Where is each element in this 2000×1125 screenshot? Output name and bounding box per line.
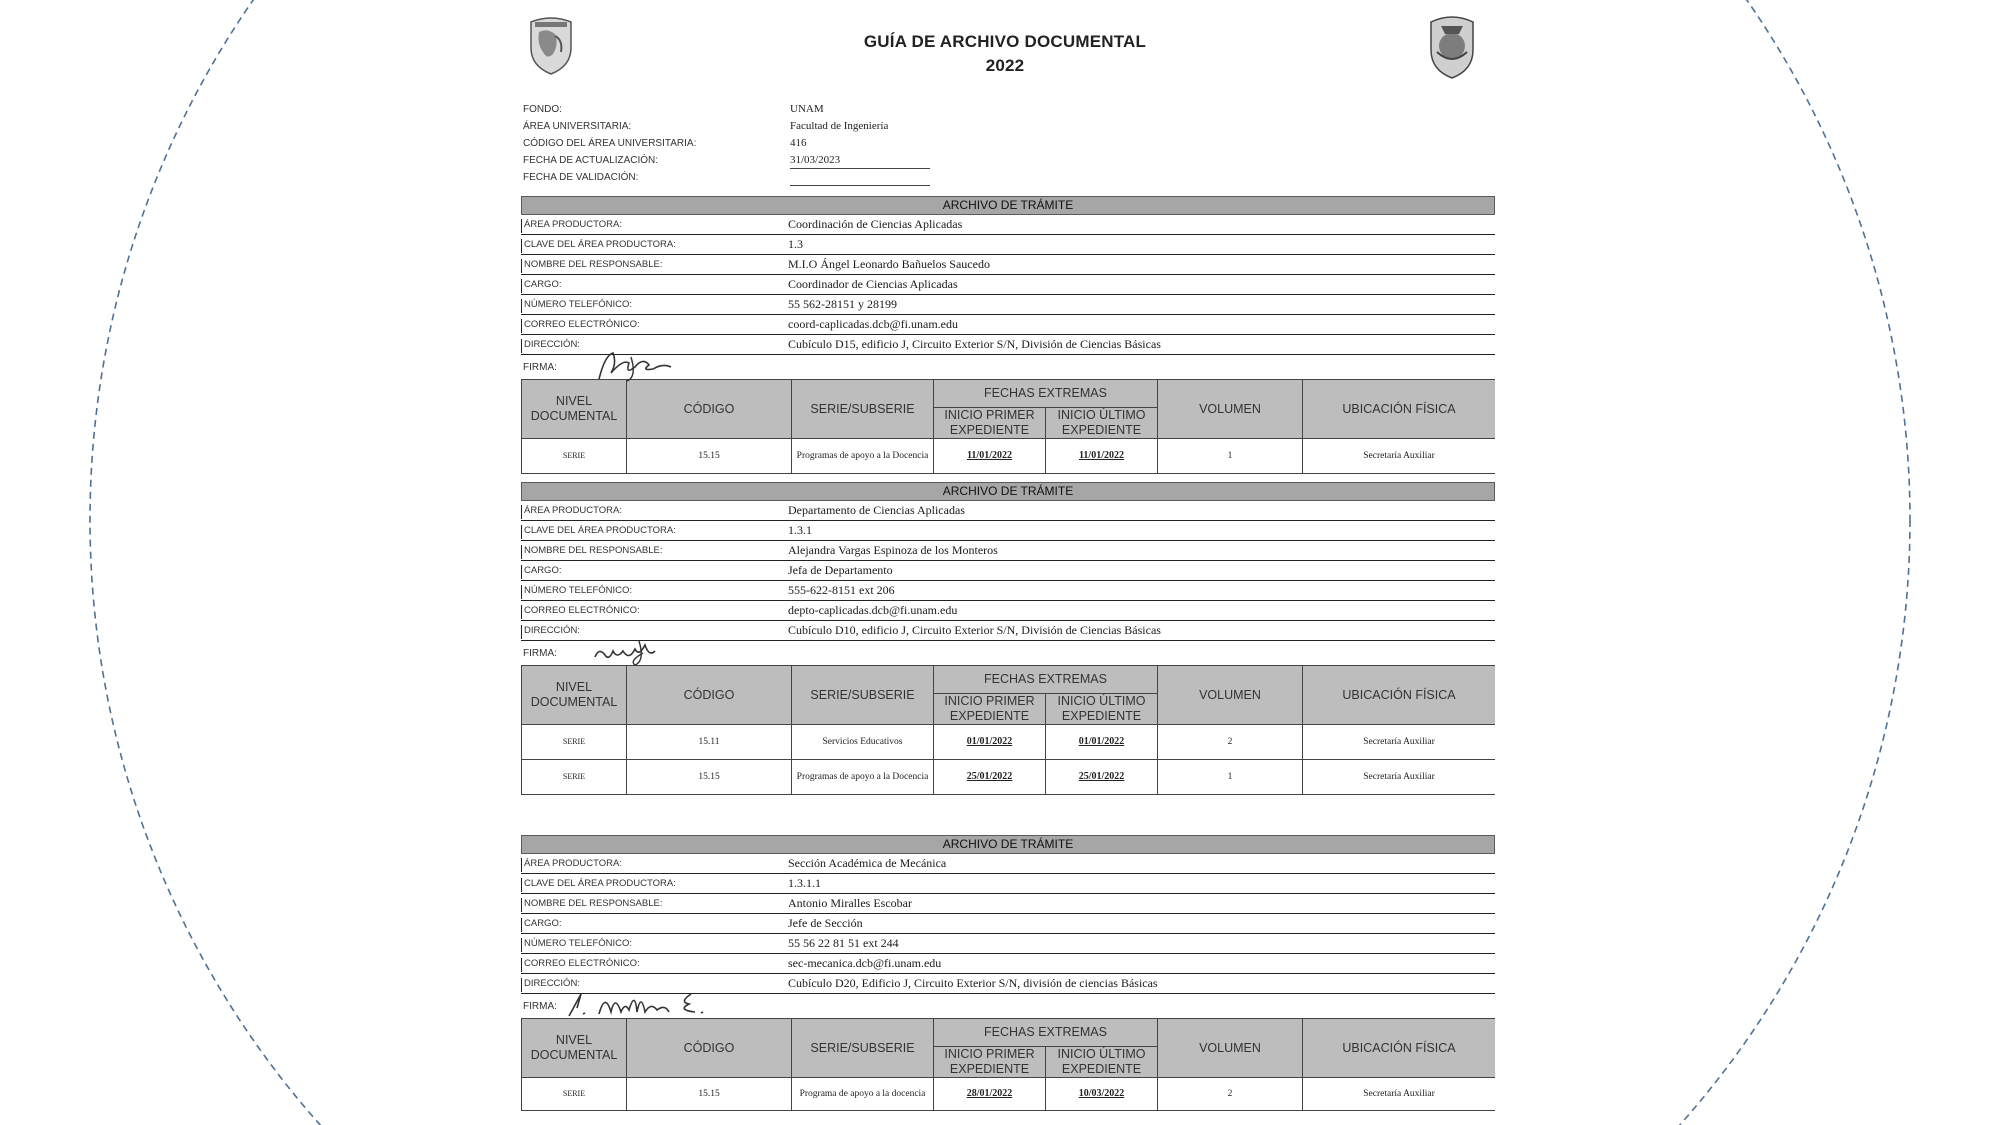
info-label: CARGO: (521, 565, 784, 579)
cell-serie: Programas de apoyo a la Docencia (792, 439, 934, 474)
info-value: M.I.O Ángel Leonardo Bañuelos Saucedo (788, 257, 990, 271)
firma-row (521, 355, 1495, 379)
header-nivel-documental: NIVEL DOCUMENTAL (522, 1019, 627, 1078)
header-codigo: CÓDIGO (627, 1019, 792, 1078)
table-row (522, 760, 1496, 795)
cell-codigo: 15.15 (627, 760, 792, 795)
document-page (515, 10, 1495, 1125)
info-value: 1.3.1.1 (788, 876, 821, 890)
header-volumen: VOLUMEN (1158, 380, 1303, 439)
header-codigo: CÓDIGO (627, 666, 792, 725)
info-label: DIRECCIÓN: (521, 978, 784, 992)
info-row-correo (521, 315, 1495, 335)
info-value: 55 562-28151 y 28199 (788, 297, 897, 311)
header-ubicacion: UBICACIÓN FÍSICA (1303, 1019, 1496, 1078)
header-inicio-primer: INICIO PRIMER EXPEDIENTE (934, 1047, 1046, 1078)
meta-label: CÓDIGO DEL ÁREA UNIVERSITARIA: (523, 138, 697, 149)
cell-ubicacion: Secretaría Auxiliar (1303, 439, 1496, 474)
document-title: GUÍA DE ARCHIVO DOCUMENTAL (863, 32, 1147, 51)
cell-volumen: 2 (1158, 725, 1303, 760)
cell-inicio-primer: 01/01/2022 (934, 725, 1046, 760)
section-header: ARCHIVO DE TRÁMITE (521, 835, 1495, 854)
info-label: NÚMERO TELEFÓNICO: (521, 938, 784, 952)
cell-nivel: SERIE (522, 725, 627, 760)
info-label: ÁREA PRODUCTORA: (521, 858, 784, 872)
info-value: Cubículo D15, edificio J, Circuito Exterior S/N, División de Ciencias Básicas (788, 337, 1161, 351)
header-volumen: VOLUMEN (1158, 666, 1303, 725)
table-row (522, 725, 1496, 760)
cell-nivel: SERIE (522, 1078, 627, 1111)
info-row-cargo (521, 275, 1495, 295)
info-value: Coordinación de Ciencias Aplicadas (788, 217, 963, 231)
info-label: NOMBRE DEL RESPONSABLE: (521, 545, 784, 559)
cell-ubicacion: Secretaría Auxiliar (1303, 760, 1496, 795)
info-value: sec-mecanica.dcb@fi.unam.edu (788, 956, 942, 970)
firma-label: FIRMA: (523, 648, 557, 659)
info-value: 55 56 22 81 51 ext 244 (788, 936, 899, 950)
cell-codigo: 15.15 (627, 439, 792, 474)
info-value: Jefa de Departamento (788, 563, 893, 577)
meta-label: FECHA DE ACTUALIZACIÓN: (523, 155, 659, 166)
cell-inicio-primer: 25/01/2022 (934, 760, 1046, 795)
info-value: depto-caplicadas.dcb@fi.unam.edu (788, 603, 958, 617)
info-label: CORREO ELECTRÓNICO: (521, 319, 784, 333)
cell-inicio-ultimo: 10/03/2022 (1046, 1078, 1158, 1111)
info-label: DIRECCIÓN: (521, 339, 784, 353)
signature-image (591, 349, 681, 383)
meta-value: 416 (790, 137, 807, 149)
info-row-telefono (521, 581, 1495, 601)
cell-inicio-primer: 28/01/2022 (934, 1078, 1046, 1111)
series-table (521, 379, 1495, 474)
info-row-responsable (521, 894, 1495, 914)
meta-value: 31/03/2023 (790, 154, 930, 169)
firma-label: FIRMA: (523, 362, 557, 373)
info-label: NOMBRE DEL RESPONSABLE: (521, 898, 784, 912)
info-label: CLAVE DEL ÁREA PRODUCTORA: (521, 878, 784, 892)
header-fechas-extremas: FECHAS EXTREMAS (934, 380, 1158, 408)
info-value: Departamento de Ciencias Aplicadas (788, 503, 965, 517)
info-row-area-productora (521, 854, 1495, 874)
info-row-telefono (521, 295, 1495, 315)
cell-codigo: 15.15 (627, 1078, 792, 1111)
info-label: DIRECCIÓN: (521, 625, 784, 639)
info-row-area-productora (521, 215, 1495, 235)
header-ubicacion: UBICACIÓN FÍSICA (1303, 666, 1496, 725)
header-inicio-primer: INICIO PRIMER EXPEDIENTE (934, 408, 1046, 439)
cell-ubicacion: Secretaría Auxiliar (1303, 725, 1496, 760)
series-table (521, 665, 1495, 795)
header-fechas-extremas: FECHAS EXTREMAS (934, 1019, 1158, 1047)
meta-value: Facultad de Ingeniería (790, 120, 889, 132)
header-inicio-ultimo: INICIO ÚLTIMO EXPEDIENTE (1046, 408, 1158, 439)
info-label: ÁREA PRODUCTORA: (521, 505, 784, 519)
info-label: CORREO ELECTRÓNICO: (521, 958, 784, 972)
info-label: CLAVE DEL ÁREA PRODUCTORA: (521, 525, 784, 539)
document-year: 2022 (985, 56, 1025, 75)
signature-image (565, 988, 745, 1018)
info-value: Coordinador de Ciencias Aplicadas (788, 277, 958, 291)
firma-row (521, 641, 1495, 665)
cell-nivel: SERIE (522, 439, 627, 474)
info-label: CLAVE DEL ÁREA PRODUCTORA: (521, 239, 784, 253)
info-value: Cubículo D20, Edificio J, Circuito Exterior S/N, división de ciencias Básicas (788, 976, 1158, 990)
info-label: NÚMERO TELEFÓNICO: (521, 299, 784, 313)
info-label: CARGO: (521, 279, 784, 293)
info-row-clave (521, 235, 1495, 255)
table-row (522, 1078, 1496, 1111)
info-row-responsable (521, 255, 1495, 275)
header-volumen: VOLUMEN (1158, 1019, 1303, 1078)
cell-volumen: 2 (1158, 1078, 1303, 1111)
firma-row (521, 994, 1495, 1018)
info-label: CARGO: (521, 918, 784, 932)
info-value: Alejandra Vargas Espinoza de los Monteros (788, 543, 998, 557)
info-value: Cubículo D10, edificio J, Circuito Exterior S/N, División de Ciencias Básicas (788, 623, 1161, 637)
archivo-section-2 (521, 482, 1495, 795)
header-nivel-documental: NIVEL DOCUMENTAL (522, 380, 627, 439)
cell-serie: Servicios Educativos (792, 725, 934, 760)
meta-value: UNAM (790, 103, 824, 115)
info-row-telefono (521, 934, 1495, 954)
info-label: ÁREA PRODUCTORA: (521, 219, 784, 233)
cell-inicio-ultimo: 11/01/2022 (1046, 439, 1158, 474)
meta-label: FONDO: (523, 104, 562, 115)
section-header: ARCHIVO DE TRÁMITE (521, 196, 1495, 215)
info-label: NOMBRE DEL RESPONSABLE: (521, 259, 784, 273)
cell-codigo: 15.11 (627, 725, 792, 760)
info-value: Sección Académica de Mecánica (788, 856, 947, 870)
info-row-cargo (521, 561, 1495, 581)
cell-volumen: 1 (1158, 760, 1303, 795)
info-row-clave (521, 874, 1495, 894)
info-value: 1.3 (788, 237, 803, 251)
header-inicio-ultimo: INICIO ÚLTIMO EXPEDIENTE (1046, 1047, 1158, 1078)
cell-inicio-primer: 11/01/2022 (934, 439, 1046, 474)
header-ubicacion: UBICACIÓN FÍSICA (1303, 380, 1496, 439)
header-inicio-ultimo: INICIO ÚLTIMO EXPEDIENTE (1046, 694, 1158, 725)
info-row-correo (521, 601, 1495, 621)
header-serie: SERIE/SUBSERIE (792, 666, 934, 725)
cell-inicio-ultimo: 01/01/2022 (1046, 725, 1158, 760)
cell-ubicacion: Secretaría Auxiliar (1303, 1078, 1496, 1111)
cell-inicio-ultimo: 25/01/2022 (1046, 760, 1158, 795)
table-row (522, 439, 1496, 474)
info-label: NÚMERO TELEFÓNICO: (521, 585, 784, 599)
section-header: ARCHIVO DE TRÁMITE (521, 482, 1495, 501)
meta-label: ÁREA UNIVERSITARIA: (523, 121, 632, 132)
info-value: 1.3.1 (788, 523, 812, 537)
archivo-section-3 (521, 835, 1495, 1111)
header-codigo: CÓDIGO (627, 380, 792, 439)
info-value: coord-caplicadas.dcb@fi.unam.edu (788, 317, 958, 331)
archivo-section-1 (521, 196, 1495, 474)
info-value: Antonio Miralles Escobar (788, 896, 912, 910)
series-table (521, 1018, 1495, 1111)
info-row-cargo (521, 914, 1495, 934)
cell-volumen: 1 (1158, 439, 1303, 474)
info-row-area-productora (521, 501, 1495, 521)
info-value: Jefe de Sección (788, 916, 863, 930)
cell-serie: Programas de apoyo a la Docencia (792, 760, 934, 795)
info-value: 555-622-8151 ext 206 (788, 583, 895, 597)
header-fechas-extremas: FECHAS EXTREMAS (934, 666, 1158, 694)
header-nivel-documental: NIVEL DOCUMENTAL (522, 666, 627, 725)
signature-image (589, 637, 679, 669)
firma-label: FIRMA: (523, 1001, 557, 1012)
info-row-correo (521, 954, 1495, 974)
meta-value (790, 171, 930, 186)
header-serie: SERIE/SUBSERIE (792, 380, 934, 439)
cell-serie: Programa de apoyo a la docencia (792, 1078, 934, 1111)
meta-label: FECHA DE VALIDACIÓN: (523, 172, 639, 183)
info-label: CORREO ELECTRÓNICO: (521, 605, 784, 619)
cell-nivel: SERIE (522, 760, 627, 795)
info-row-clave (521, 521, 1495, 541)
header-inicio-primer: INICIO PRIMER EXPEDIENTE (934, 694, 1046, 725)
header-serie: SERIE/SUBSERIE (792, 1019, 934, 1078)
info-row-responsable (521, 541, 1495, 561)
